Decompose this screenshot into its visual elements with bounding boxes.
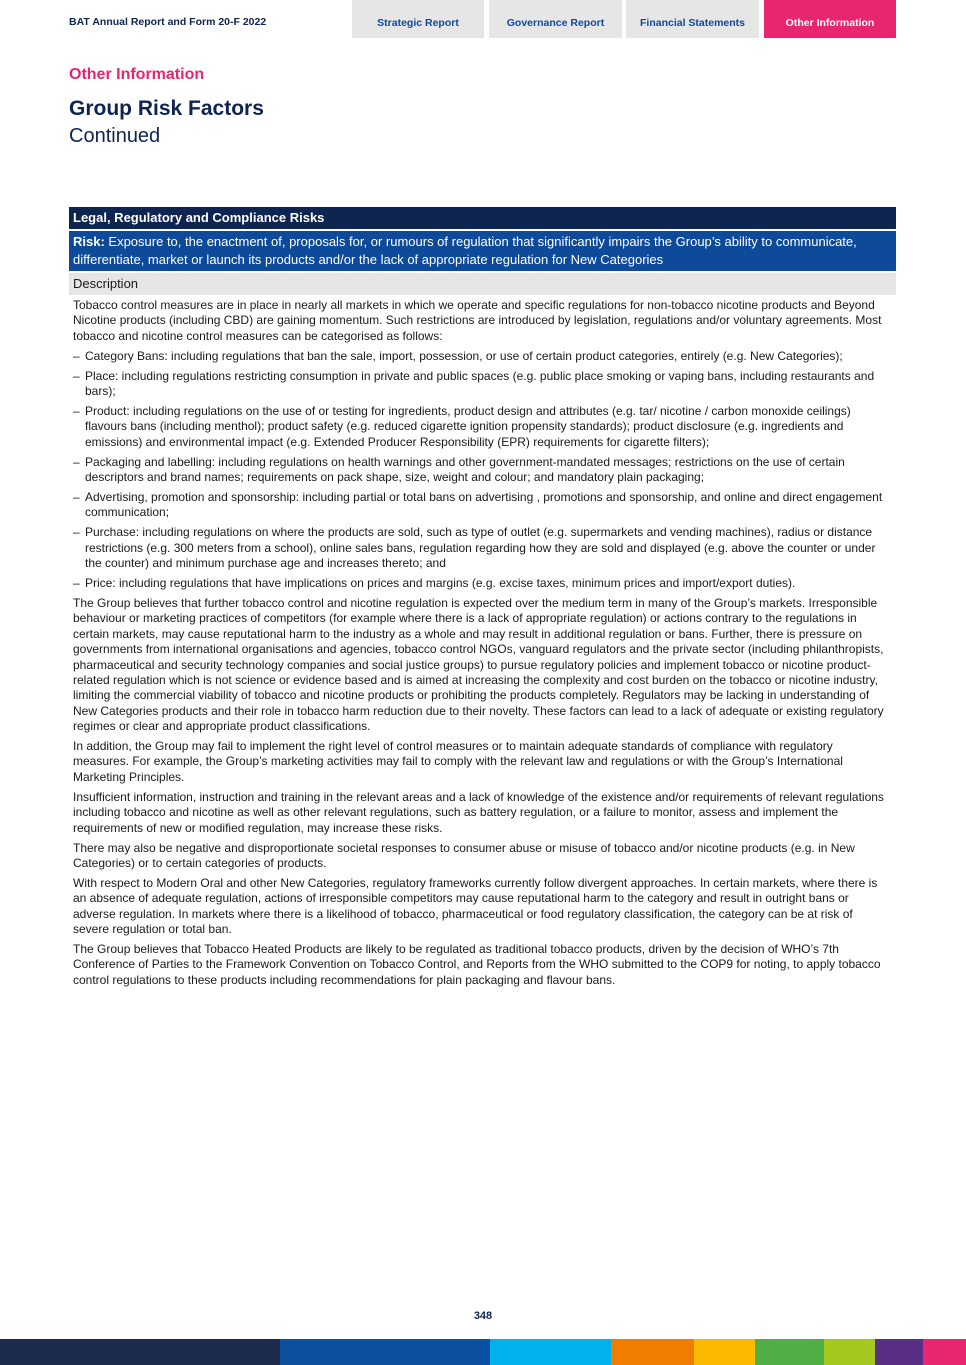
list-item: – Packaging and labelling: including regulations on health warnings and other government-mandated messages; restrictions on the use of certain descriptors and brand names; requirements on pack shape, size, weight and colour; and mandatory plain packaging; [73, 455, 892, 486]
measures-list [73, 349, 892, 592]
tab-other-information[interactable]: Other Information [764, 0, 896, 38]
description-paragraph: In addition, the Group may fail to implement the right level of control measures or to maintain adequate standards of compliance with regulatory measures. For example, the Group’s marketing activities may fail to comply with the relevant law and regulations or with the Group’s International Marketing Principles. [73, 739, 843, 784]
risk-statement [69, 231, 896, 271]
top-navigation [0, 0, 966, 38]
list-item: – Purchase: including regulations on where the products are sold, such as type of outlet (e.g. supermarkets and vending machines), radius or distance restrictions (e.g. 300 meters from a school), online sales bans, regulation regarding how they are sold and displayed (e.g. above the counter or under the counter) and minimum purchase age and increases thereto; and [73, 525, 892, 571]
risk-table [69, 207, 896, 993]
list-item: – Place: including regulations restricting consumption in private and public spaces (e.g. public place smoking or vaping bans, including restaurants and bars); [73, 369, 892, 400]
footer-color-strip [0, 1339, 966, 1365]
description-intro: Tobacco control measures are in place in nearly all markets in which we operate and specific regulations for non-tobacco nicotine products and Beyond Nicotine products (including CBD) are gaining momentum. Such restrictions are introduced by legislation, regulations and/or voluntary agreements. Most tobacco and nicotine control measures can be categorised as follows: [73, 298, 882, 343]
description-paragraph: The Group believes that further tobacco control and nicotine regulation is expected over the medium term in many of the Group’s markets. Irresponsible behaviour or marketing practices of competitors (for example where there is a lack of appropriate regulation) or actions contrary to the regulations in certain markets, may cause reputational harm to the industry as a whole and may result in additional regulation or bans. Further, there is pressure on governments from international organisations and agencies, tobacco control NGOs, vanguard regulators and the private sector (including philanthropists, pharmaceutical and security technology companies and social justice groups) to pursue regulatory policies and implement tobacco or nicotine product-related regulation which is not science or evidence based and is aimed at increasing the complexity and cost burden on the tobacco or nicotine industry, limiting the commercial viability of tobacco and nicotine products or prohibiting the products completely. Regulators may be lacking in understanding of New Categories products and their role in tobacco harm reduction due to their novelty. These factors can lead to a lack of adequate or existing regulatory regimes or clear and appropriate product classifications. [73, 595, 884, 734]
strip-segment [611, 1339, 694, 1365]
strip-segment [280, 1339, 490, 1365]
strip-segment [755, 1339, 824, 1365]
report-name: BAT Annual Report and Form 20-F 2022 [69, 16, 267, 28]
tab-financial-statements[interactable]: Financial Statements [626, 0, 759, 38]
description-paragraph: With respect to Modern Oral and other New Categories, regulatory frameworks currently follow divergent approaches. In certain markets, where there is an absence of adequate regulation, actions of irresponsible competitors may cause reputational harm to the category and result in outright bans or adverse regulation. In markets where there is a likelihood of tobacco, pharmaceutical or food regulatory classification, the category can be at risk of severe regulation or total ban. [73, 875, 878, 937]
strip-segment [490, 1339, 611, 1365]
list-item: – Category Bans: including regulations that ban the sale, import, possession, or use of certain product categories, entirely (e.g. New Categories); [73, 349, 892, 364]
tab-governance-report[interactable]: Governance Report [489, 0, 622, 38]
tab-strategic-report[interactable]: Strategic Report [352, 0, 484, 38]
page-title: Group Risk Factors [69, 97, 264, 120]
page-subtitle: Continued [69, 125, 161, 147]
description-body [69, 295, 896, 988]
description-header: Description [69, 273, 896, 295]
list-item: – Price: including regulations that have implications on prices and margins (e.g. excise taxes, minimum prices and import/export duties). [73, 576, 892, 591]
section-label: Other Information [69, 66, 205, 83]
description-paragraph: There may also be negative and disproportionate societal responses to consumer abuse or misuse of tobacco and/or nicotine products (e.g. in New Categories) or to certain categories of products. [73, 840, 855, 870]
page-number: 348 [473, 1310, 493, 1322]
description-paragraph: Insufficient information, instruction and training in the relevant areas and a lack of knowledge of the existence and/or requirements of relevant regulations including tobacco and nicotine as well as other relevant regulations, such as battery regulation, or a failure to monitor, assess and implement the requirements of new or modified regulation, may increase these risks. [73, 789, 884, 835]
risk-category-header: Legal, Regulatory and Compliance Risks [69, 207, 896, 229]
risk-label: Risk: [73, 234, 105, 249]
strip-segment [694, 1339, 755, 1365]
strip-segment [0, 1339, 280, 1365]
list-item: – Advertising, promotion and sponsorship: including partial or total bans on advertising , promotions and sponsorship, and online and direct engagement communication; [73, 490, 892, 521]
strip-segment [923, 1339, 966, 1365]
risk-text: Exposure to, the enactment of, proposals for, or rumours of regulation that significantly impairs the Group’s ability to communicate, differentiate, market or launch its products and/or the lack of appropriate regulation for New Categories [73, 234, 857, 267]
strip-segment [824, 1339, 875, 1365]
description-paragraph: The Group believes that Tobacco Heated Products are likely to be regulated as traditional tobacco products, driven by the decision of WHO’s 7th Conference of Parties to the Framework Convention on Tobacco Control, and Reports from the WHO submitted to the COP9 for noting, to apply tobacco control regulations to these products including recommendations for plain packaging and flavour bans. [73, 941, 881, 987]
list-item: – Product: including regulations on the use of or testing for ingredients, product design and attributes (e.g. tar/ nicotine / carbon monoxide ceilings) flavours bans (including menthol); product safety (e.g. reduced cigarette ignition propensity standards); product disclosure (e.g. ingredients and emissions) and environmental impact (e.g. Extended Producer Responsibility (EPR) requirements for cigarette filters); [73, 404, 892, 450]
strip-segment [875, 1339, 923, 1365]
